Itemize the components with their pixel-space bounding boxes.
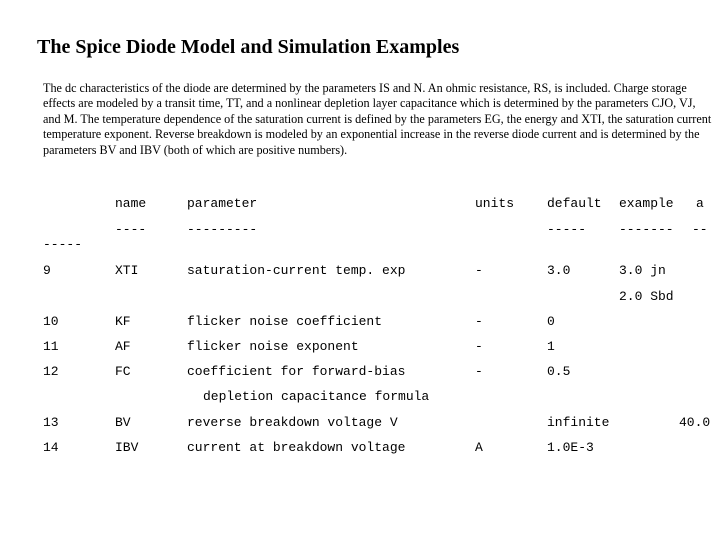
header-example: example [619, 196, 674, 211]
dash-area: -- [692, 222, 708, 237]
row-14-num: 14 [43, 440, 59, 455]
row-13-example: 40.0 [679, 415, 711, 430]
row-9-num: 9 [43, 263, 51, 278]
row-10-name: KF [115, 314, 131, 329]
row-13-num: 13 [43, 415, 59, 430]
header-area: a [696, 196, 704, 211]
row-10-num: 10 [43, 314, 59, 329]
intro-paragraph: The dc characteristics of the diode are determined by the parameters IS and N. An ohmic resistance, RS, is included. Charge storage effects are modeled by a transit time, TT, and a nonlinear depletion layer capacitance which is determined by the parameters CJO, VJ, and M. The temperature dependence of the saturation current is defined by the parameters EG, the energy and XTI, the saturation current temperature exponent. Reverse breakdown is modeled by an exponential increase in the reverse diode current and is determined by the parameters BV and IBV (both of which are positive numbers). [43, 81, 712, 157]
row-14-name: IBV [115, 440, 139, 455]
row-10-units: - [475, 314, 483, 329]
row-12-name: FC [115, 364, 131, 379]
row-12-units: - [475, 364, 483, 379]
row-12-num: 12 [43, 364, 59, 379]
row-14-units: A [475, 440, 483, 455]
row-11-default: 1 [547, 339, 555, 354]
row-10-parameter: flicker noise coefficient [187, 314, 383, 329]
row-11-units: - [475, 339, 483, 354]
row-9-example: 3.0 jn [619, 263, 666, 278]
row-11-num: 11 [43, 339, 59, 354]
header-name: name [115, 196, 147, 211]
row-14-default: 1.0E-3 [547, 440, 594, 455]
row-9-example-2: 2.0 Sbd [619, 289, 674, 304]
row-9-default: 3.0 [547, 263, 571, 278]
header-parameter: parameter [187, 196, 258, 211]
row-11-name: AF [115, 339, 131, 354]
header-units: units [475, 196, 515, 211]
row-13-parameter: reverse breakdown voltage V [187, 415, 398, 430]
row-10-default: 0 [547, 314, 555, 329]
row-11-parameter: flicker noise exponent [187, 339, 359, 354]
dash-default: ----- [547, 222, 587, 237]
row-12-parameter-2: depletion capacitance formula [203, 389, 430, 404]
row-13-default: infinite [547, 415, 610, 430]
row-9-units: - [475, 263, 483, 278]
dash-parameter: --------- [187, 222, 258, 237]
page-title: The Spice Diode Model and Simulation Examples [37, 36, 460, 58]
row-14-parameter: current at breakdown voltage [187, 440, 406, 455]
row-13-name: BV [115, 415, 131, 430]
row-9-name: XTI [115, 263, 139, 278]
row-12-default: 0.5 [547, 364, 571, 379]
header-default: default [547, 196, 602, 211]
dash-example: ------- [619, 222, 674, 237]
row-12-parameter: coefficient for forward-bias [187, 364, 406, 379]
row-9-parameter: saturation-current temp. exp [187, 263, 406, 278]
dash-name: ---- [115, 222, 147, 237]
dash-num: ----- [43, 237, 83, 252]
